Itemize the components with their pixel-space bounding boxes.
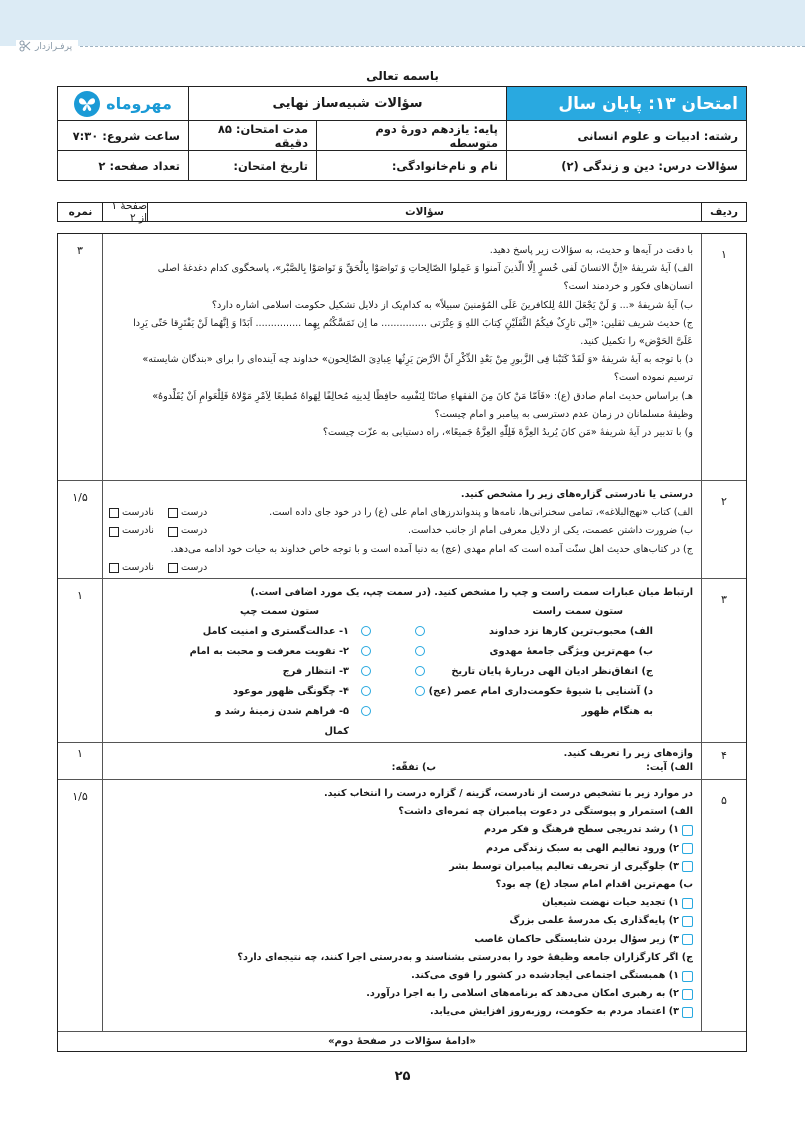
column-header	[57, 202, 747, 222]
true-option[interactable]: درست	[168, 522, 207, 540]
mc-option[interactable]: ۳) اعتماد مردم به حکومت، روزبه‌روز افزایش می‌یابد.	[109, 1003, 693, 1021]
term-b: ب) تفقّه:	[391, 762, 437, 773]
question-number: ۲	[701, 481, 746, 578]
left-item: ۱- عدالت‌گستری و امنیت کامل	[202, 626, 349, 638]
duration-label: مدت امتحان: ۸۵ دقیقه	[188, 121, 316, 150]
q1-line: وظیفهٔ مسلمانان در زمان عدم دسترسی به پیامبر و امام چیست؟	[434, 408, 693, 420]
question-score: ۱/۵	[58, 481, 103, 578]
question-number: ۳	[701, 579, 746, 742]
match-dot-icon[interactable]	[361, 666, 371, 676]
left-item: ۴- چگونگی ظهور موعود	[232, 686, 349, 698]
q4-intro: واژه‌های زیر را تعریف کنید.	[563, 748, 693, 759]
tf-statement: الف) کتاب «نهج‌البلاغه»، تمامی سخنرانی‌ها، نامه‌ها و پندواندرزهای امام علی (ع) را در خود جای داده است.	[269, 507, 693, 519]
mc-option[interactable]: ۲) ورود تعالیم الهی به سبک زندگی مردم	[109, 840, 693, 858]
butterfly-icon	[74, 91, 100, 117]
false-option[interactable]: نادرست	[109, 504, 154, 522]
question-number: ۱	[701, 234, 746, 480]
name-field[interactable]: نام و نام‌خانوادگی:	[316, 151, 506, 180]
subject-label: سؤالات درس: دین و زندگی (۲)	[506, 151, 746, 180]
questions-table	[57, 233, 747, 1052]
q1-line: الف) آیهٔ شریفهٔ «اِنَّ الانسانَ لَفی خُسرٍ اِلَّا الَّذینَ آمنوا وَ عَمِلوا الصّالِحاتِ وَ تَواصَوْا بِالْحَقِّ وَ تَواصَوْا بِالصَّبْر»، پاسخگوی کدام دغدغهٔ اصلی	[157, 263, 693, 275]
start-time-label: ساعت شروع: ۷:۳۰	[72, 128, 180, 143]
top-strip	[0, 0, 805, 52]
option-box-icon[interactable]	[682, 916, 693, 927]
left-column	[189, 602, 349, 742]
matching-area	[109, 602, 693, 738]
q1-line: عَلَیَّ الحَوْض» را تکمیل کنید.	[580, 336, 693, 348]
q5-part-question: ب) مهم‌ترین اقدام امام سجاد (ع) چه بود؟	[495, 879, 693, 891]
continue-note: «ادامهٔ سؤالات در صفحهٔ دوم»	[328, 1036, 476, 1047]
term-a: الف) آیت:	[646, 762, 693, 773]
question-score: ۳	[58, 234, 103, 480]
mc-option[interactable]: ۱) رشد تدریجی سطح فرهنگ و فکر مردم	[109, 821, 693, 839]
match-dot-icon[interactable]	[415, 646, 425, 656]
exam-title: امتحان ۱۳: پایان سال	[506, 87, 746, 120]
mc-option[interactable]: ۳) جلوگیری از تحریف تعالیم پیامبران توسط بشر	[109, 858, 693, 876]
match-dot-icon[interactable]	[361, 646, 371, 656]
option-box-icon[interactable]	[682, 825, 693, 836]
question-5	[58, 780, 746, 1032]
true-option[interactable]: درست	[168, 504, 207, 522]
q5-intro: در موارد زیر با تشخیص درست از نادرست، گزینه / گزاره درست را انتخاب کنید.	[323, 788, 693, 799]
question-2	[58, 481, 746, 579]
right-item: ج) اتفاق‌نظر ادیان الهی دربارهٔ پایان تاریخ	[451, 666, 653, 678]
tf-item	[109, 522, 693, 540]
right-item: ب) مهم‌ترین ویژگی جامعهٔ مهدوی	[489, 646, 653, 658]
right-dots	[411, 602, 425, 702]
grade-label: پایه: یازدهم دورهٔ دوم متوسطه	[316, 121, 506, 150]
right-column	[423, 602, 653, 722]
cut-line	[80, 46, 805, 47]
question-score: ۱	[58, 743, 103, 779]
match-dot-icon[interactable]	[415, 666, 425, 676]
match-dot-icon[interactable]	[361, 626, 371, 636]
question-body	[103, 579, 701, 742]
right-item: الف) محبوب‌ترین کارها نزد خداوند	[489, 626, 653, 638]
match-dot-icon[interactable]	[361, 686, 371, 696]
col-page: صفحهٔ ۱ از ۲	[111, 200, 147, 224]
tf-statement: ج) در کتاب‌های حدیث اهل سنّت آمده است که امام مهدی (عج) به دنیا آمده است و با توجه خاص خداوند به حیات خود ادامه می‌دهد.	[170, 543, 693, 555]
match-dot-icon[interactable]	[415, 626, 425, 636]
left-dots	[357, 602, 371, 722]
left-column-title: ستون سمت چپ	[240, 606, 319, 618]
page-number: ۲۵	[394, 1069, 411, 1084]
q1-line: د) با توجه به آیهٔ شریفهٔ «وَ لَقَدْ کَتَبْنا فِی الزَّبورِ مِنْ بَعْدِ الذِّکْرِ اَنَّ الاَرْضَ یَرِثُها عِبادِیَ الصّالِحون» خداوند چه آینده‌ای را برای «بندگان شایسته»	[142, 354, 693, 366]
q1-line: هـ) براساس حدیث امام صادق (ع): «فَاَمّا مَنْ کانَ مِنَ الفقهاءِ صائنًا لِنَفْسِه حافِظًا لِدینِه مُخالِفًا لِهَواهُ مُطیعًا لِاَمْرِ مَوْلاهُ فَلِلْعَوامِ اَنْ یُقَلِّدوهُ»	[152, 390, 693, 402]
question-body	[103, 234, 701, 480]
question-score: ۱/۵	[58, 780, 103, 1031]
option-box-icon[interactable]	[682, 1007, 693, 1018]
right-column-title: ستون سمت راست	[532, 606, 623, 618]
checkbox-icon[interactable]	[109, 527, 119, 537]
checkbox-icon[interactable]	[168, 508, 178, 518]
option-box-icon[interactable]	[682, 934, 693, 945]
q1-line: انسان‌های فکور و خردمند است؟	[563, 281, 693, 293]
right-item: د) آشنایی با شیوهٔ حکومت‌داری امام عصر (عج) به هنگام ظهور	[428, 686, 653, 718]
mc-option[interactable]: ۱) تجدید حیات نهضت شیعیان	[109, 894, 693, 912]
q1-line: ب) آیهٔ شریفهٔ «... وَ لَنْ یَجْعَلَ اللهُ لِلکافرینَ عَلَی المُؤمنینَ سبیلاً» به کدام‌یک از دلایل تشکیل حکومت اسلامی اشاره دارد؟	[211, 299, 693, 311]
field-label: رشته: ادبیات و علوم انسانی	[506, 121, 746, 150]
q3-intro: ارتباط میان عبارات سمت راست و چپ را مشخص کنید. (در سمت چپ، یک مورد اضافی است.)	[250, 587, 693, 598]
col-score: نمره	[59, 203, 103, 221]
false-option[interactable]: نادرست	[109, 559, 154, 577]
mc-option[interactable]: ۳) زیر سؤال بردن شایستگی حاکمان غاصب	[109, 931, 693, 949]
left-item: ۳- انتظار فرج	[282, 666, 349, 678]
checkbox-icon[interactable]	[168, 563, 178, 573]
q1-line: با دقت در آیه‌ها و حدیث، به سؤالات زیر پاسخ دهید.	[489, 245, 693, 256]
option-box-icon[interactable]	[682, 971, 693, 982]
option-box-icon[interactable]	[682, 898, 693, 909]
col-row: ردیف	[701, 203, 746, 221]
exam-type: سؤالات شبیه‌ساز نهایی	[188, 87, 506, 120]
q2-intro: درستی یا نادرستی گزاره‌های زیر را مشخص کنید.	[460, 489, 693, 500]
q1-line: ترسیم نموده است؟	[613, 372, 693, 384]
q5-part-question: الف) استمرار و پیوستگی در دعوت پیامبران چه ثمره‌ای داشت؟	[398, 806, 693, 818]
left-item: ۲- تقویت معرفت و محبت به امام	[189, 646, 349, 658]
tf-item	[109, 504, 693, 522]
question-score: ۱	[58, 579, 103, 742]
option-box-icon[interactable]	[682, 843, 693, 854]
option-box-icon[interactable]	[682, 989, 693, 1000]
tf-statement: ب) ضرورت داشتن عصمت، یکی از دلایل معرفی امام از جانب خداست.	[408, 525, 693, 537]
question-3	[58, 579, 746, 743]
match-dot-icon[interactable]	[415, 686, 425, 696]
mc-option[interactable]: ۱) همبستگی اجتماعی ایجادشده در کشور را قوی می‌کند.	[109, 967, 693, 985]
option-box-icon[interactable]	[682, 861, 693, 872]
col-questions: سؤالات	[147, 203, 701, 221]
q5-part-question: ج) اگر کارگزاران جامعه وظیفهٔ خود را به‌درستی بشناسند و به‌درستی اجرا کنند، چه نتیجه‌ای دارد؟	[237, 951, 693, 963]
question-number: ۵	[701, 780, 746, 1031]
false-option[interactable]: نادرست	[109, 522, 154, 540]
logo-text: مهروماه	[106, 94, 172, 113]
question-number: ۴	[701, 743, 746, 779]
brand-mark	[16, 40, 78, 54]
left-item: ۵- فراهم شدن زمینهٔ رشد و کمال	[215, 706, 349, 738]
q1-line: ج) حدیث شریف ثقلین: «اِنّی تارِکٌ فیکُمُ الثَّقَلَیْنِ کِتابَ اللهِ وَ عِتْرَتی ............... ما اِن تَمَسَّکْتُم بِهِما ............... اَبَدًا وَ اِنَّهُما لَنْ یَفْتَرِقا حَتّی یَرِدا	[133, 317, 693, 329]
question-body	[103, 780, 701, 1031]
q4-terms	[109, 761, 693, 775]
mc-option[interactable]: ۲) به رهبری امکان می‌دهد که برنامه‌های اسلامی را به اجرا درآورد.	[109, 985, 693, 1003]
publisher-logo	[58, 87, 188, 120]
question-body	[103, 481, 701, 578]
question-4	[58, 743, 746, 780]
mc-option[interactable]: ۲) پایه‌گذاری یک مدرسهٔ علمی بزرگ	[109, 912, 693, 930]
tf-item	[109, 559, 693, 577]
checkbox-icon[interactable]	[168, 527, 178, 537]
match-dot-icon[interactable]	[361, 706, 371, 716]
brand-text: پرفـراز‌دار	[35, 42, 73, 52]
checkbox-icon[interactable]	[109, 508, 119, 518]
checkbox-icon[interactable]	[109, 563, 119, 573]
true-option[interactable]: درست	[168, 559, 207, 577]
q1-line: و) با تدبیر در آیهٔ شریفهٔ «مَن کانَ یُریدُ العِزَّةَ فَلِلّٰهِ العِزَّةُ جَمیعًا»، راه دستیابی به عزّت چیست؟	[322, 427, 693, 439]
date-field[interactable]: تاریخ امتحان:	[188, 151, 316, 180]
exam-header	[57, 86, 747, 181]
scissors-icon	[19, 40, 31, 55]
question-1	[58, 234, 746, 481]
question-body	[103, 743, 701, 779]
bismillah: باسمه تعالی	[366, 69, 439, 83]
page-count-label: تعداد صفحه: ۲	[98, 158, 180, 173]
